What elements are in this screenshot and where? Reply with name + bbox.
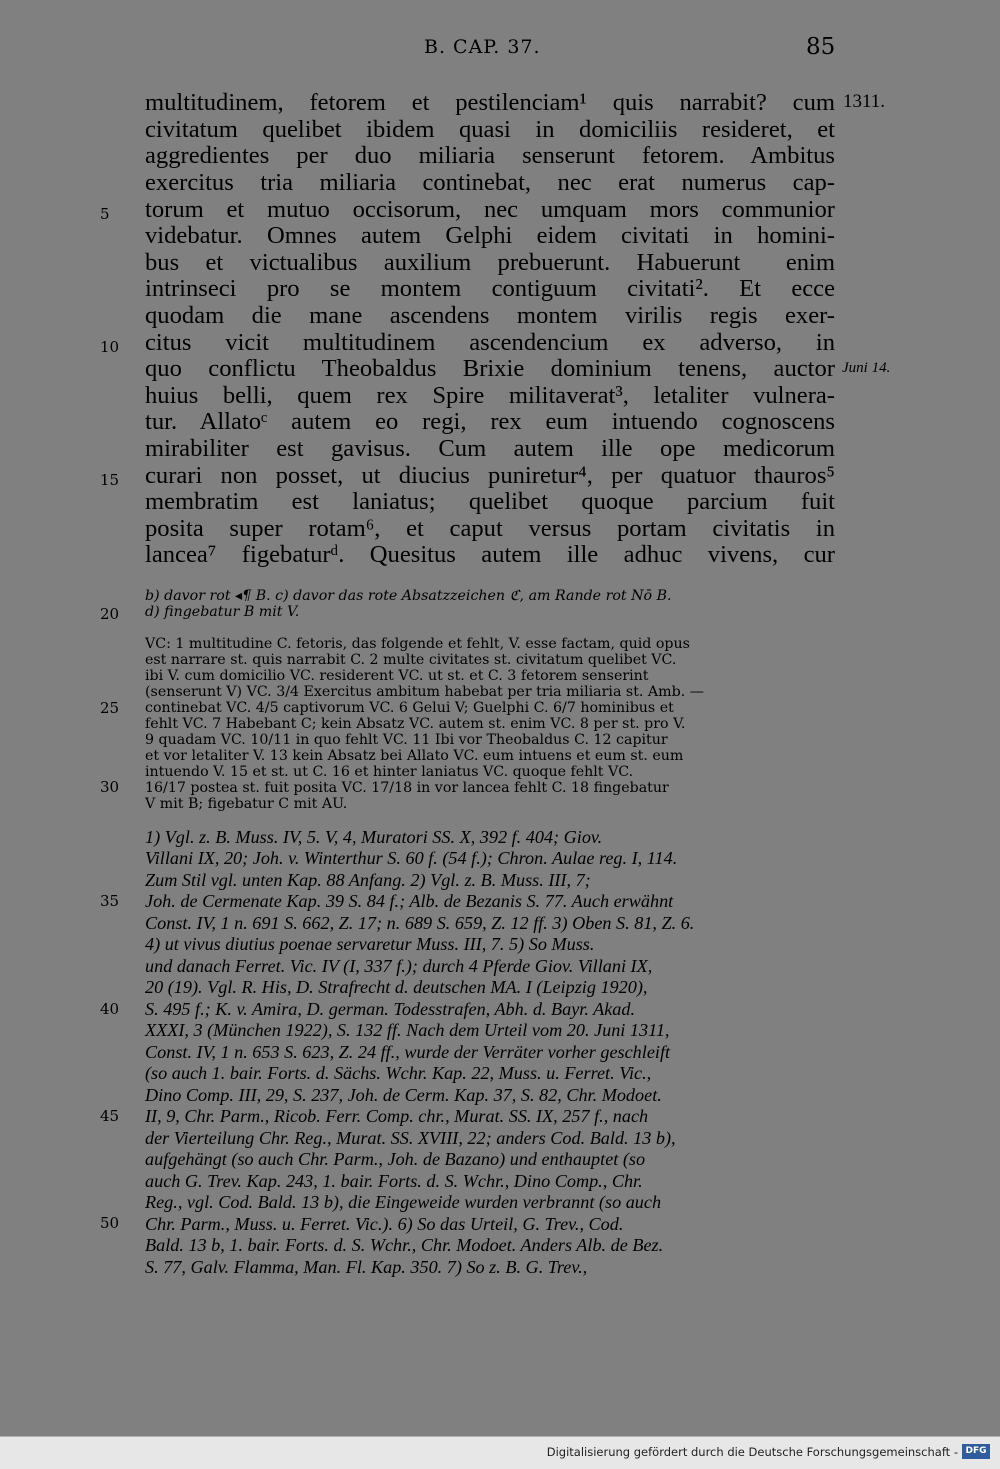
line-number: 20 bbox=[100, 605, 120, 623]
text-line: videbatur. Omnes autem Gelphi eidem civitati in homini- bbox=[145, 222, 835, 249]
note-line: Const. IV, 1 n. 653 S. 623, Z. 24 ff., wurde der Verräter vorher geschleift bbox=[145, 1042, 671, 1062]
note-line: Joh. de Cermenate Kap. 39 S. 84 f.; Alb. de Bezanis S. 77. Auch erwähnt bbox=[145, 891, 674, 911]
text-line: civitatum quelibet ibidem quasi in domiciliis resideret, et bbox=[145, 116, 835, 143]
note-line: Zum Stil vgl. unten Kap. 88 Anfang. 2) Vgl. z. B. Muss. III, 7; bbox=[145, 870, 591, 890]
page-number: 85 bbox=[806, 34, 836, 60]
chapter-title: B. CAP. 37. bbox=[424, 36, 541, 58]
text-line: intrinseci pro se montem contiguum civitati². Et ecce bbox=[145, 275, 835, 302]
note-line: S. 77, Galv. Flamma, Man. Fl. Kap. 350. 7) So z. B. G. Trev., bbox=[145, 1257, 588, 1277]
variant-line: V mit B; figebatur C mit AU. bbox=[145, 796, 348, 812]
line-number: 10 bbox=[100, 338, 120, 356]
note-line: II, 9, Chr. Parm., Ricob. Ferr. Comp. chr., Murat. SS. IX, 257 f., nach bbox=[145, 1106, 649, 1126]
note-line: 20 (19). Vgl. R. His, D. Strafrecht d. deutschen MA. I (Leipzig 1920), bbox=[145, 977, 648, 997]
text-line: bus et victualibus auxilium prebuerunt. Habuerunt᪵ enim bbox=[145, 249, 835, 276]
text-line: multitudinem, fetorem et pestilenciam¹ quis narrabit? cum bbox=[145, 89, 835, 116]
note-line: Reg., vgl. Cod. Bald. 13 b), die Eingeweide wurden verbrannt (so auch bbox=[145, 1192, 662, 1212]
line-number: 30 bbox=[100, 778, 120, 796]
note-line: auch G. Trev. Kap. 243, 1. bair. Forts. d. S. Wchr., Dino Comp., Chr. bbox=[145, 1171, 643, 1191]
margin-year: 1311. bbox=[843, 91, 886, 112]
text-line: quodam die mane ascendens montem virilis regis exer- bbox=[145, 302, 835, 329]
text-line: aggredientes per duo miliaria senserunt fetorem. Ambitus bbox=[145, 142, 835, 169]
note-line: Bald. 13 b, 1. bair. Forts. d. S. Wchr., Chr. Modoet. Anders Alb. de Bez. bbox=[145, 1235, 664, 1255]
variant-line: VC: 1 multitudine C. fetoris, das folgende et fehlt, V. esse factam, quid opus bbox=[145, 636, 690, 652]
note-line: XXXI, 3 (München 1922), S. 132 ff. Nach dem Urteil vom 20. Juni 1311, bbox=[145, 1020, 670, 1040]
footer-bar bbox=[0, 1436, 1000, 1469]
dfg-logo-icon: DFG bbox=[962, 1444, 990, 1459]
note-line: Dino Comp. III, 29, S. 237, Joh. de Cerm. Kap. 37, S. 82, Chr. Modoet. bbox=[145, 1085, 662, 1105]
variant-line: ibi V. cum domicilio VC. residerent VC. ut st. et C. 3 fetorem senserint bbox=[145, 668, 649, 684]
text-line: membratim est laniatus; quelibet quoque parcium fuit bbox=[145, 488, 835, 515]
line-number: 50 bbox=[100, 1214, 120, 1232]
text-line: citus vicit multitudinem ascendencium ex adverso, in bbox=[145, 329, 835, 356]
variant-line: fehlt VC. 7 Habebant C; kein Absatz VC. autem st. enim VC. 8 per st. pro V. bbox=[145, 716, 686, 732]
variant-letter-line: d) fingebatur B mit V. bbox=[145, 604, 300, 620]
text-line: quo conflictu Theobaldus Brixie dominium tenens, auctor bbox=[145, 355, 835, 382]
note-line: aufgehängt (so auch Chr. Parm., Joh. de Bazano) und enthauptet (so bbox=[145, 1149, 646, 1169]
text-line: huius belli, quem rex Spire militaverat³, letaliter vulnera- bbox=[145, 382, 835, 409]
variant-line: 9 quadam VC. 10/11 in quo fehlt VC. 11 Ibi vor Theobaldus C. 12 capitur bbox=[145, 732, 668, 748]
line-number: 15 bbox=[100, 471, 120, 489]
running-head bbox=[0, 36, 1000, 66]
text-line: tur. Allatoᶜ autem eo regi, rex eum intuendo cognoscens bbox=[145, 408, 835, 435]
variant-line: est narrare st. quis narrabit C. 2 multe civitates st. civitatum quelibet VC. bbox=[145, 652, 677, 668]
footer-credit: Digitalisierung gefördert durch die Deutsche Forschungsgemeinschaft - bbox=[546, 1445, 958, 1459]
text-line: curari non posset, ut diucius puniretur⁴, per quatuor thauros⁵ bbox=[145, 462, 835, 489]
note-line: (so auch 1. bair. Forts. d. Sächs. Wchr. Kap. 22, Muss. u. Ferret. Vic., bbox=[145, 1063, 652, 1083]
note-line: 4) ut vivus diutius poenae servaretur Muss. III, 7. 5) So Muss. bbox=[145, 934, 595, 954]
line-number: 40 bbox=[100, 1000, 120, 1018]
variant-line: intuendo V. 15 et st. ut C. 16 et hinter laniatus VC. quoque fehlt VC. bbox=[145, 764, 634, 780]
text-line: posita super rotam⁶, et caput versus portam civitatis in bbox=[145, 515, 835, 542]
line-number: 25 bbox=[100, 699, 120, 717]
text-line: mirabiliter est gavisus. Cum autem ille ope medicorum bbox=[145, 435, 835, 462]
note-line: Const. IV, 1 n. 691 S. 662, Z. 17; n. 689 S. 659, Z. 12 ff. 3) Oben S. 81, Z. 6. bbox=[145, 913, 695, 933]
margin-date: Juni 14. bbox=[842, 360, 891, 376]
note-line: S. 495 f.; K. v. Amira, D. german. Todesstrafen, Abh. d. Bayr. Akad. bbox=[145, 999, 636, 1019]
variant-line: 16/17 postea st. fuit posita VC. 17/18 in vor lancea fehlt C. 18 fingebatur bbox=[145, 780, 669, 796]
line-number: 5 bbox=[100, 205, 110, 223]
note-line: 1) Vgl. z. B. Muss. IV, 5. V, 4, Muratori SS. X, 392 f. 404; Giov. bbox=[145, 827, 603, 847]
variant-line: et vor letaliter V. 13 kein Absatz bei Allato VC. eum intuens et eum st. eum bbox=[145, 748, 684, 764]
line-number: 45 bbox=[100, 1107, 120, 1125]
text-line: torum et mutuo occisorum, nec umquam mors communior bbox=[145, 196, 835, 223]
variant-line: (senserunt V) VC. 3/4 Exercitus ambitum habebat per tria miliaria st. Amb. — bbox=[145, 684, 704, 700]
variant-letter-line: b) davor rot ◂¶ B. c) davor das rote Absatzzeichen ℭ, am Rande rot Nō B. bbox=[145, 588, 672, 604]
note-line: Villani IX, 20; Joh. v. Winterthur S. 60 f. (54 f.); Chron. Aulae reg. I, 114. bbox=[145, 848, 678, 868]
text-line: lancea⁷ figebaturᵈ. Quesitus autem ille adhuc vivens, cur bbox=[145, 541, 835, 568]
note-line: der Vierteilung Chr. Reg., Murat. SS. XVIII, 22; anders Cod. Bald. 13 b), bbox=[145, 1128, 676, 1148]
line-number: 35 bbox=[100, 892, 120, 910]
text-line: exercitus tria miliaria continebat, nec erat numerus cap- bbox=[145, 169, 835, 196]
note-line: und danach Ferret. Vic. IV (I, 337 f.); durch 4 Pferde Giov. Villani IX, bbox=[145, 956, 653, 976]
variant-line: continebat VC. 4/5 captivorum VC. 6 Gelui V; Guelphi C. 6/7 hominibus et bbox=[145, 700, 674, 716]
note-line: Chr. Parm., Muss. u. Ferret. Vic.). 6) So das Urteil, G. Trev., Cod. bbox=[145, 1214, 624, 1234]
